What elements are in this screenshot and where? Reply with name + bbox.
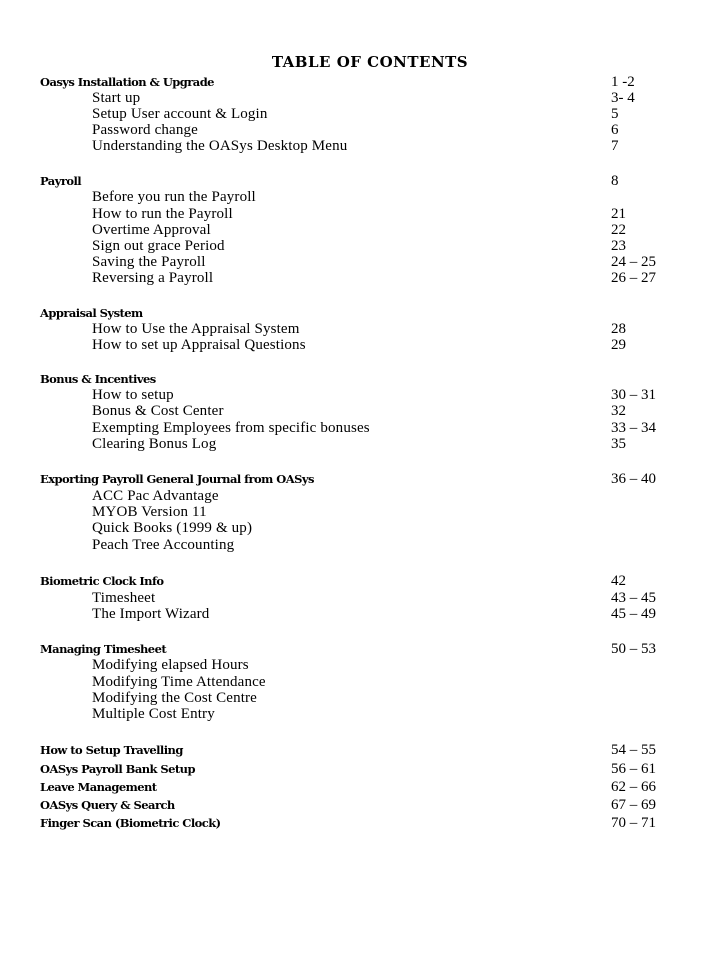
toc-page-number: 67 – 69: [611, 797, 656, 813]
toc-page-number: 50 – 53: [611, 641, 656, 657]
toc-entry: [0, 122, 720, 138]
toc-entry-label: Modifying elapsed Hours: [92, 657, 249, 673]
toc-page-number: 28: [611, 321, 626, 337]
toc-entry-label: Finger Scan (Biometric Clock): [40, 816, 221, 830]
toc-page-number: 43 – 45: [611, 590, 656, 606]
toc-entry: [0, 337, 720, 353]
toc-entry: [0, 106, 720, 122]
toc-entry: [0, 706, 720, 722]
toc-entry: [0, 321, 720, 337]
toc-page-number: 62 – 66: [611, 779, 656, 795]
toc-page-number: 5: [611, 106, 619, 122]
toc-page-number: 22: [611, 222, 626, 238]
toc-page-number: 32: [611, 403, 626, 419]
toc-entry-label: Before you run the Payroll: [92, 189, 256, 205]
toc-entry-label: Exempting Employees from specific bonuses: [92, 420, 370, 436]
toc-entry-label: Bonus & Incentives: [40, 372, 156, 386]
toc-entry-label: Bonus & Cost Center: [92, 403, 224, 419]
toc-title: TABLE OF CONTENTS: [271, 53, 469, 71]
toc-entry-label: Payroll: [40, 174, 82, 188]
toc-entry-label: Timesheet: [92, 590, 156, 606]
toc-entry: [0, 488, 720, 504]
toc-page-number: 24 – 25: [611, 254, 656, 270]
toc-entry-label: Sign out grace Period: [92, 238, 225, 254]
toc-entry-label: OASys Query & Search: [40, 798, 175, 812]
toc-entry: [0, 606, 720, 622]
toc-section-heading: [0, 641, 720, 657]
toc-entry: [0, 590, 720, 606]
toc-entry-label: How to set up Appraisal Questions: [92, 337, 306, 353]
toc-entry-label: How to Setup Travelling: [40, 743, 183, 757]
toc-page-number: 7: [611, 138, 619, 154]
toc-page-number: 36 – 40: [611, 471, 656, 487]
toc-page-number: 70 – 71: [611, 815, 656, 831]
toc-entry-label: How to run the Payroll: [92, 206, 233, 222]
toc-section-heading: [0, 371, 720, 387]
toc-entry: [0, 504, 720, 520]
toc-entry: [0, 238, 720, 254]
toc-entry-label: OASys Payroll Bank Setup: [40, 762, 195, 776]
toc-entry: [0, 90, 720, 106]
toc-page-number: 26 – 27: [611, 270, 656, 286]
toc-entry-label: Quick Books (1999 & up): [92, 520, 253, 536]
toc-entry: [0, 206, 720, 222]
toc-section-heading: [0, 742, 720, 758]
toc-entry: [0, 436, 720, 452]
toc-entry-label: Exporting Payroll General Journal from OASys: [40, 472, 314, 486]
toc-entry: [0, 270, 720, 286]
toc-page-number: 30 – 31: [611, 387, 656, 403]
toc-entry: [0, 403, 720, 419]
toc-entry: [0, 254, 720, 270]
toc-entry: [0, 138, 720, 154]
toc-entry: [0, 520, 720, 536]
toc-section-heading: [0, 573, 720, 589]
toc-page-number: 56 – 61: [611, 761, 656, 777]
toc-entry-label: Leave Management: [40, 780, 157, 794]
toc-entry-label: How to setup: [92, 387, 174, 403]
toc-entry-label: Clearing Bonus Log: [92, 436, 217, 452]
toc-page-number: 29: [611, 337, 626, 353]
toc-entry-label: Start up: [92, 90, 141, 106]
toc-section-heading: [0, 305, 720, 321]
toc-entry-label: Saving the Payroll: [92, 254, 206, 270]
toc-page-number: 33 – 34: [611, 420, 656, 436]
toc-entry: [0, 420, 720, 436]
toc-section-heading: [0, 74, 720, 90]
toc-entry: [0, 537, 720, 553]
toc-page-number: 45 – 49: [611, 606, 656, 622]
toc-entry-label: Overtime Approval: [92, 222, 211, 238]
toc-entry-label: Reversing a Payroll: [92, 270, 214, 286]
toc-page-number: 8: [611, 173, 619, 189]
toc-section-heading: [0, 797, 720, 813]
toc-entry: [0, 222, 720, 238]
toc-page-number: 54 – 55: [611, 742, 656, 758]
toc-section-heading: [0, 779, 720, 795]
toc-entry-label: Peach Tree Accounting: [92, 537, 235, 553]
toc-entry-label: Understanding the OASys Desktop Menu: [92, 138, 348, 154]
toc-page-number: 42: [611, 573, 626, 589]
toc-entry-label: MYOB Version 11: [92, 504, 207, 520]
toc-entry: [0, 189, 720, 205]
toc-section-heading: [0, 761, 720, 777]
toc-page-number: 3- 4: [611, 90, 635, 106]
toc-entry: [0, 674, 720, 690]
toc-page-number: 1 -2: [611, 74, 635, 90]
toc-entry-label: How to Use the Appraisal System: [92, 321, 300, 337]
toc-entry-label: Appraisal System: [40, 306, 143, 320]
toc-entry-label: Biometric Clock Info: [40, 574, 164, 588]
toc-entry-label: Managing Timesheet: [40, 642, 167, 656]
toc-entry-label: Multiple Cost Entry: [92, 706, 215, 722]
toc-entry-label: Setup User account & Login: [92, 106, 268, 122]
toc-page-number: 35: [611, 436, 626, 452]
toc-entry-label: Password change: [92, 122, 198, 138]
toc-entry-label: The Import Wizard: [92, 606, 210, 622]
toc-page-number: 6: [611, 122, 619, 138]
toc-section-heading: [0, 173, 720, 189]
toc-section-heading: [0, 471, 720, 487]
toc-entry: [0, 690, 720, 706]
toc-entry-label: ACC Pac Advantage: [92, 488, 219, 504]
toc-page-number: 23: [611, 238, 626, 254]
toc-entry-label: Modifying Time Attendance: [92, 674, 266, 690]
toc-entry-label: Oasys Installation & Upgrade: [40, 75, 214, 89]
toc-entry: [0, 387, 720, 403]
toc-entry: [0, 657, 720, 673]
toc-entry-label: Modifying the Cost Centre: [92, 690, 257, 706]
toc-page-number: 21: [611, 206, 626, 222]
toc-section-heading: [0, 815, 720, 831]
